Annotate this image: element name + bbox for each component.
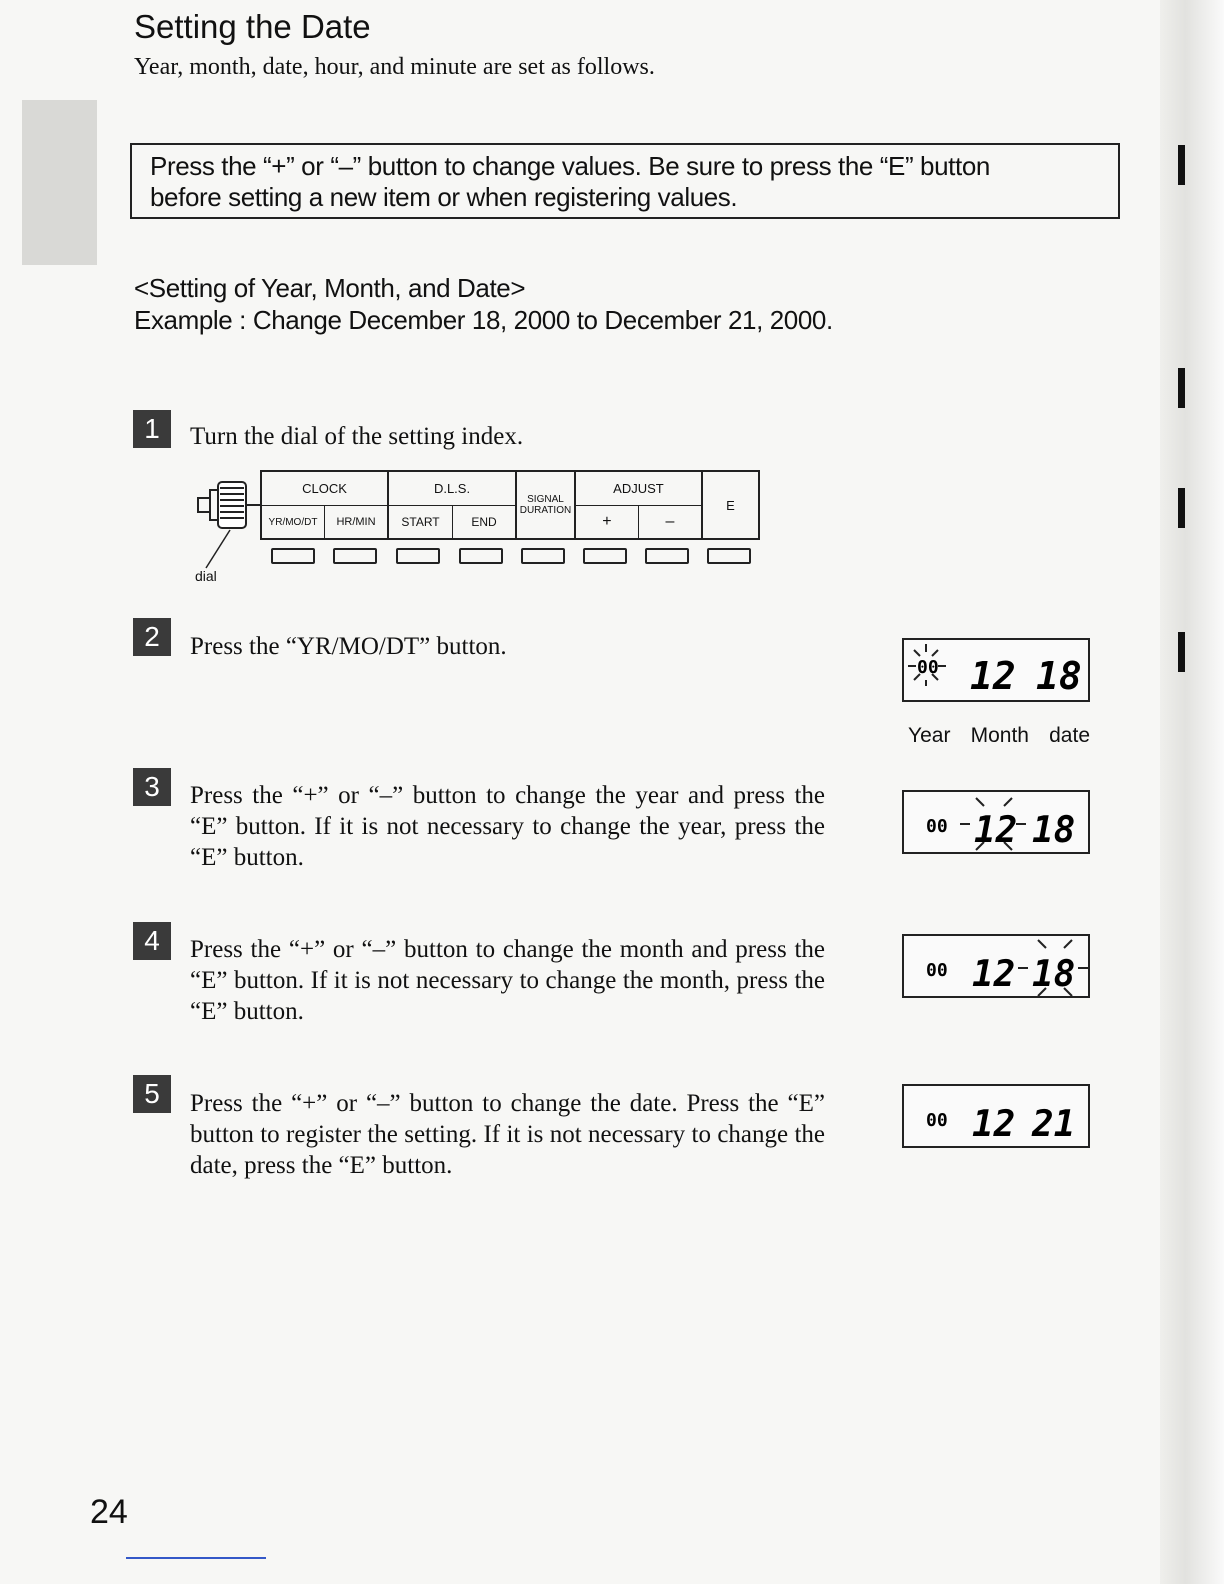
step-number: 2: [133, 618, 171, 656]
adjust-label: ADJUST: [576, 472, 701, 506]
signal-label: SIGNAL: [527, 494, 564, 505]
month-label: Month: [970, 724, 1029, 747]
lcd-date: 18: [1032, 954, 1076, 995]
minus-label: –: [665, 513, 675, 530]
e-group: [703, 472, 758, 538]
note-line-2: before setting a new item or when registering values.: [150, 182, 738, 212]
signal-duration-button[interactable]: [521, 548, 565, 564]
lcd-year: 00: [917, 657, 939, 678]
note-line-1: Press the “+” or “–” button to change values. Be sure to press the “E” button: [150, 151, 990, 181]
lcd-year: 00: [926, 1110, 948, 1131]
hrmin-label: HR/MIN: [336, 516, 376, 528]
step-number: 5: [133, 1075, 171, 1113]
dls-group: [389, 472, 517, 538]
date-label: date: [1049, 724, 1090, 747]
step-number: 3: [133, 768, 171, 806]
hrmin-button[interactable]: [333, 548, 377, 564]
duration-label: DURATION: [519, 505, 572, 516]
end-button[interactable]: [459, 548, 503, 564]
lcd-month: 12: [972, 1104, 1016, 1145]
note-box: [130, 143, 1120, 219]
dial-label: dial: [195, 568, 217, 584]
lcd-year: 00: [926, 960, 948, 981]
end-label: END: [471, 515, 497, 529]
clock-label: CLOCK: [262, 472, 387, 506]
step-number: 4: [133, 922, 171, 960]
left-bleed-shade: [22, 100, 97, 265]
start-button[interactable]: [396, 548, 440, 564]
edge-tab-mark: [1178, 145, 1185, 185]
edge-tab-mark: [1178, 368, 1185, 408]
lcd-display-step4: [902, 934, 1090, 998]
minus-button[interactable]: [645, 548, 689, 564]
lcd-month: 12: [974, 810, 1018, 851]
page-title: Setting the Date: [134, 8, 371, 45]
yrmodt-label: YR/MO/DT: [262, 506, 325, 538]
lcd-date: 18: [1036, 654, 1082, 698]
adjust-group: [576, 472, 703, 538]
example-text: Example : Change December 18, 2000 to December 21, 2000.: [134, 305, 833, 335]
step-number: 1: [133, 410, 171, 448]
plus-label: +: [576, 506, 639, 538]
section-heading: <Setting of Year, Month, and Date>: [134, 273, 526, 303]
intro-text: Year, month, date, hour, and minute are set as follows.: [134, 54, 655, 80]
page-number: 24: [90, 1493, 128, 1531]
settings-panel: [260, 470, 760, 540]
lcd-year: 00: [926, 816, 948, 837]
step-text: Turn the dial of the setting index.: [190, 423, 524, 450]
lcd-month: 12: [972, 954, 1016, 995]
dial-illustration: [190, 476, 262, 576]
step-text: Press the “+” or “–” button to change the month and press the “E” button. If it is not necessary to change the month, press the “E” button.: [190, 936, 825, 1025]
e-button[interactable]: [707, 548, 751, 564]
clock-group: [262, 472, 389, 538]
edge-tab-mark: [1178, 632, 1185, 672]
signal-duration-group: [517, 472, 576, 538]
e-label: E: [726, 497, 735, 513]
lcd-date: 21: [1032, 1104, 1076, 1145]
step-text: Press the “YR/MO/DT” button.: [190, 633, 507, 660]
lcd-date: 18: [1032, 810, 1076, 851]
year-label: Year: [908, 724, 951, 747]
step-text: Press the “+” or “–” button to change the year and press the “E” button. If it is not necessary to change the year, press the “E” button.: [190, 782, 825, 871]
lcd-legend: [908, 724, 1090, 748]
footer-link-line: [126, 1557, 266, 1559]
yrmodt-button[interactable]: [271, 548, 315, 564]
lcd-display-step2: [902, 638, 1090, 702]
start-label: START: [389, 506, 453, 538]
dls-label: D.L.S.: [389, 472, 515, 506]
lcd-month: 12: [970, 654, 1016, 698]
section-heading-block: [134, 272, 833, 336]
step-text: Press the “+” or “–” button to change the date. Press the “E” button to register the setting. If it is not necessary to change the date, press the “E” button.: [190, 1090, 825, 1179]
lcd-display-step3: [902, 790, 1090, 854]
lcd-display-step5: [902, 1084, 1090, 1148]
edge-tab-mark: [1178, 488, 1185, 528]
plus-button[interactable]: [583, 548, 627, 564]
right-page-edge: [1160, 0, 1224, 1584]
